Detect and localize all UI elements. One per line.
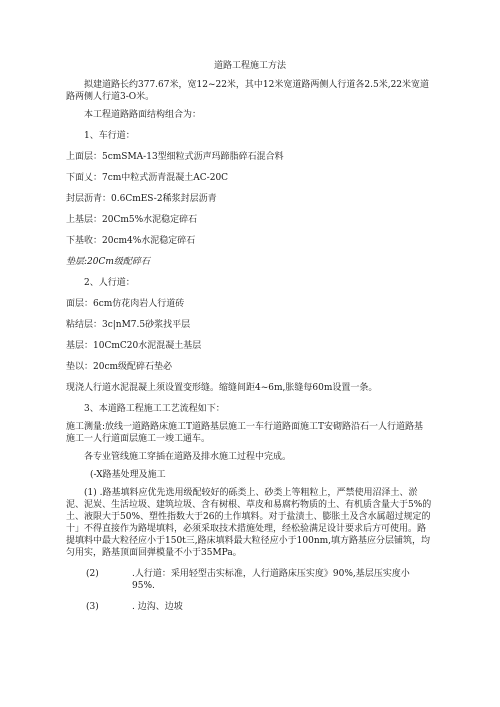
item-1-text: .路基填料应优先选用级配较好的砾类上、砂类上等粗粒上，严禁使用沼泽土、淤泥、泥炭、生活垃圾、建筑垃圾、含有树根、草皮和易腐朽物质的土、有机质含量大于5%的土、液限大于50%、塑性指数大于26的土作填料。对于盐渍土、膨胀土及含水属超过规定的十」不得直接作为路堤填料，必须采取技术措施处理，经松验满足设计要求后方可使用。路提填料中最大粒径应小于150t三,路床填料最大粒径应小于100nm,填方路基应分层铺筑，均匀用实，路基顶面回弹模量不小于35MPa。 [66, 488, 432, 558]
item-1 [66, 487, 432, 559]
document-body [66, 79, 432, 613]
sidewalk-heading: 2、人行道： [84, 278, 135, 288]
pipeline-paragraph: 各专业管线施工穿插在道路及排水施工过程中完成。 [84, 452, 292, 462]
lane-layer-5: 下基收：20cm4%水泥稳定碎石 [66, 236, 196, 246]
item-1-number: (1) [84, 488, 97, 498]
sidewalk-layer-2: 粘结层：3c|nM7.5砂浆找平层 [66, 320, 191, 330]
page-title: 道路工程施工方法 [213, 61, 286, 71]
structure-heading: 本工程道路路面结构组合为： [84, 110, 202, 120]
item-3-number: (3) [86, 602, 99, 612]
concrete-note: 现浇人行道水泥混凝上须设置变形缝。缩缝间距4~6m,胀缝每60m设置一条。 [66, 383, 378, 393]
process-paragraph: 施工测量:放线一道路路床施工T道路基层施工一车行道路面施工T安砌路沿石一人行道路基施工一人行道面层施工一竣工通车。 [66, 422, 424, 444]
lane-heading: 1、车行道： [84, 131, 135, 141]
lane-layer-1: 上面层：5cmSMA-13型细粒式沥声玛蹄脂碎石混合料 [66, 152, 284, 162]
lane-layer-2: 下面乂：7cm中粒式沥青混凝土AC-20C [66, 173, 229, 183]
item-2-text: .人行道：采用轻型击实标准，人行道路床压实度》90%,基层压实度小95%. [132, 569, 410, 591]
item-3 [66, 601, 432, 613]
lane-layer-3: 封层沥青：0.6CmES-2稀浆封层沥青 [66, 194, 217, 204]
intro-paragraph: 拟建道路长约377.67米，宽12~22米，其中12米宽道路两侧人行道各2.5米,22米宽道路两侧人行道3-O米。 [66, 80, 430, 102]
sidewalk-layer-3: 基层：10CmC20水泥混凝土基层 [66, 341, 202, 351]
item-3-text: . 边沟、边坡 [132, 602, 183, 612]
sidewalk-layer-1: 面层：6cm仿花肉岩人行道砖 [66, 299, 185, 309]
lane-layer-4: 上基层：20Cm5%水泥稳定碎石 [66, 215, 198, 225]
item-2-number: (2) [86, 569, 99, 579]
process-heading: 3、本道路工程施工工艺流程如下： [84, 404, 225, 414]
section-heading: (-X路基处理及施工 [90, 470, 166, 480]
item-2 [66, 568, 432, 592]
sidewalk-layer-4: 垫以：20cm级配碎石垫必 [66, 362, 173, 372]
lane-layer-6: 垫层:20Cm级配碎石 [66, 257, 150, 267]
